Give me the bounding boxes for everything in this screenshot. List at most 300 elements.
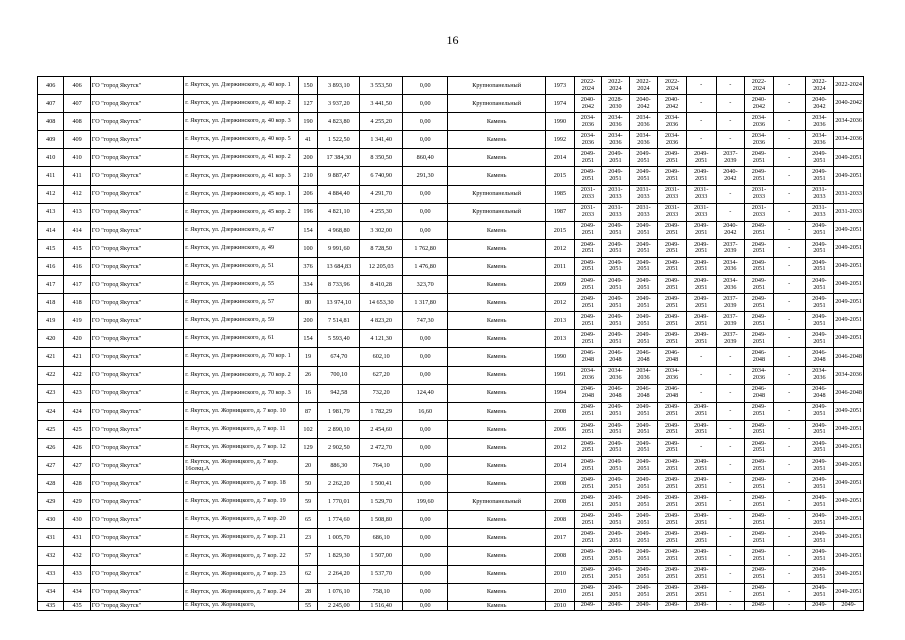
wall-material-cell: Камень (448, 529, 546, 547)
build-year-cell: 1973 (546, 77, 575, 95)
work-period-1-cell: 2049- (574, 601, 601, 610)
work-period-8-cell: - (773, 257, 805, 275)
apartments-cell: 154 (298, 221, 318, 239)
work-period-4-cell: 2034-2036 (658, 366, 687, 384)
work-period-2-cell: 2049-2051 (602, 420, 629, 438)
work-period-2-cell: 2049-2051 (602, 565, 629, 583)
work-period-10-cell: 2049-2051 (834, 312, 864, 330)
total-area-cell: 1 770,01 (318, 493, 360, 511)
apartments-cell: 23 (298, 529, 318, 547)
work-period-3-cell: 2049-2051 (629, 420, 658, 438)
work-period-9-cell: 2049-2051 (805, 312, 834, 330)
work-period-5-cell: 2049-2051 (686, 221, 716, 239)
work-period-4-cell: 2040-2042 (658, 95, 687, 113)
work-period-4-cell: 2049-2051 (658, 583, 687, 601)
apartments-cell: 200 (298, 312, 318, 330)
work-period-2-cell: 2034-2036 (602, 131, 629, 149)
work-period-4-cell: 2049-2051 (658, 312, 687, 330)
row-number-cell: 415 (38, 239, 64, 257)
work-period-6-cell: - (716, 366, 745, 384)
work-period-6-cell: - (716, 77, 745, 95)
work-period-1-cell: 2049-2051 (574, 475, 601, 493)
work-period-3-cell: 2049-2051 (629, 221, 658, 239)
table-row (38, 420, 864, 438)
row-number-cell: 430 (38, 511, 64, 529)
living-area-cell: 3 441,50 (360, 95, 403, 113)
work-period-3-cell: 2049-2051 (629, 149, 658, 167)
total-area-cell: 17 384,30 (318, 149, 360, 167)
municipality-cell: ГО "город Якутск" (90, 77, 183, 95)
address-cell: г. Якутск, ул. Дзержинского, д. 49 (184, 239, 298, 257)
nonresidential-area-cell: 0,00 (403, 475, 448, 493)
living-area-cell: 14 653,30 (360, 294, 403, 312)
register-table-wrapper (37, 76, 864, 611)
row-number-cell: 421 (38, 348, 64, 366)
row-number-cell: 428 (38, 475, 64, 493)
reg-number-cell: 431 (64, 529, 90, 547)
address-cell: г. Якутск, ул. Жорницкого, д. 7 кор. 23 (184, 565, 298, 583)
work-period-1-cell: 2049-2051 (574, 529, 601, 547)
row-number-cell: 412 (38, 185, 64, 203)
living-area-cell: 3 302,00 (360, 221, 403, 239)
total-area-cell: 9 991,60 (318, 239, 360, 257)
address-cell: г. Якутск, ул. Дзержинского, д. 40 кор. 2 (184, 95, 298, 113)
total-area-cell: 700,10 (318, 366, 360, 384)
work-period-5-cell: 2031-2033 (686, 185, 716, 203)
reg-number-cell: 406 (64, 77, 90, 95)
reg-number-cell: 429 (64, 493, 90, 511)
work-period-6-cell: - (716, 203, 745, 221)
row-number-cell: 426 (38, 438, 64, 456)
nonresidential-area-cell: 0,00 (403, 131, 448, 149)
total-area-cell: 8 733,96 (318, 276, 360, 294)
apartments-cell: 154 (298, 330, 318, 348)
work-period-8-cell: - (773, 167, 805, 185)
work-period-5-cell: 2049-2051 (686, 312, 716, 330)
work-period-1-cell: 2049-2051 (574, 221, 601, 239)
apartments-cell: 206 (298, 185, 318, 203)
table-row (38, 493, 864, 511)
wall-material-cell: Камень (448, 167, 546, 185)
work-period-5-cell: 2049- (686, 601, 716, 610)
work-period-8-cell: - (773, 565, 805, 583)
work-period-8-cell: - (773, 294, 805, 312)
living-area-cell: 2 454,60 (360, 420, 403, 438)
work-period-5-cell: - (686, 113, 716, 131)
work-period-2-cell: 2049-2051 (602, 312, 629, 330)
work-period-3-cell: 2034-2036 (629, 131, 658, 149)
reg-number-cell: 409 (64, 131, 90, 149)
total-area-cell: 2 890,10 (318, 420, 360, 438)
work-period-9-cell: 2022-2024 (805, 77, 834, 95)
address-cell: г. Якутск, ул. Жорницкого, д. 7 кор. 11 (184, 420, 298, 438)
nonresidential-area-cell: 0,00 (403, 221, 448, 239)
work-period-8-cell: - (773, 583, 805, 601)
build-year-cell: 2014 (546, 456, 575, 474)
row-number-cell: 433 (38, 565, 64, 583)
address-cell: г. Якутск, ул. Жорницкого, д. 7 кор. 12 (184, 438, 298, 456)
address-cell: г. Якутск, ул. Жорницкого, д. 7 кор. 22 (184, 547, 298, 565)
nonresidential-area-cell: 0,00 (403, 456, 448, 474)
work-period-5-cell: 2049-2051 (686, 239, 716, 257)
reg-number-cell: 434 (64, 583, 90, 601)
work-period-7-cell: 2049-2051 (745, 221, 774, 239)
work-period-5-cell: 2049-2051 (686, 547, 716, 565)
work-period-4-cell: 2049-2051 (658, 493, 687, 511)
work-period-6-cell: - (716, 565, 745, 583)
work-period-4-cell: 2049-2051 (658, 565, 687, 583)
work-period-2-cell: 2022-2024 (602, 77, 629, 95)
table-row (38, 276, 864, 294)
work-period-10-cell: 2049-2051 (834, 456, 864, 474)
address-cell: г. Якутск, ул. Жорницкого, д. 7 кор. 10 (184, 402, 298, 420)
living-area-cell: 8 350,50 (360, 149, 403, 167)
reg-number-cell: 407 (64, 95, 90, 113)
work-period-6-cell: - (716, 475, 745, 493)
total-area-cell: 2 902,50 (318, 438, 360, 456)
apartments-cell: 55 (298, 601, 318, 610)
nonresidential-area-cell: 0,00 (403, 420, 448, 438)
wall-material-cell: Камень (448, 276, 546, 294)
work-period-3-cell: 2049-2051 (629, 294, 658, 312)
work-period-9-cell: 2049-2051 (805, 239, 834, 257)
work-period-10-cell: 2031-2033 (834, 185, 864, 203)
work-period-6-cell: - (716, 420, 745, 438)
work-period-5-cell: 2049-2051 (686, 149, 716, 167)
build-year-cell: 2017 (546, 529, 575, 547)
work-period-8-cell: - (773, 113, 805, 131)
work-period-10-cell: 2049-2051 (834, 475, 864, 493)
municipality-cell: ГО "город Якутск" (90, 384, 183, 402)
work-period-6-cell: - (716, 601, 745, 610)
apartments-cell: 127 (298, 95, 318, 113)
address-cell: г. Якутск, ул. Дзержинского, д. 57 (184, 294, 298, 312)
work-period-9-cell: 2034-2036 (805, 113, 834, 131)
work-period-1-cell: 2034-2036 (574, 366, 601, 384)
address-cell: г. Якутск, ул. Дзержинского, д. 45 кор. 1 (184, 185, 298, 203)
table-row (38, 239, 864, 257)
work-period-4-cell: 2049-2051 (658, 402, 687, 420)
work-period-8-cell: - (773, 131, 805, 149)
work-period-8-cell: - (773, 185, 805, 203)
address-cell: г. Якутск, ул. Дзержинского, д. 70 кор. 3 (184, 384, 298, 402)
municipality-cell: ГО "город Якутск" (90, 438, 183, 456)
work-period-4-cell: 2049-2051 (658, 239, 687, 257)
work-period-1-cell: 2049-2051 (574, 583, 601, 601)
nonresidential-area-cell: 747,30 (403, 312, 448, 330)
work-period-7-cell: 2049-2051 (745, 402, 774, 420)
table-row (38, 348, 864, 366)
municipality-cell: ГО "город Якутск" (90, 529, 183, 547)
work-period-4-cell: 2022-2024 (658, 77, 687, 95)
table-row (38, 257, 864, 275)
table-body (38, 77, 864, 611)
work-period-4-cell: 2049-2051 (658, 420, 687, 438)
work-period-9-cell: 2049-2051 (805, 547, 834, 565)
work-period-4-cell: 2049-2051 (658, 294, 687, 312)
table-row (38, 95, 864, 113)
row-number-cell: 423 (38, 384, 64, 402)
work-period-2-cell: 2049-2051 (602, 529, 629, 547)
total-area-cell: 1 522,50 (318, 131, 360, 149)
work-period-1-cell: 2049-2051 (574, 438, 601, 456)
work-period-7-cell: 2049-2051 (745, 312, 774, 330)
work-period-10-cell: 2049-2051 (834, 149, 864, 167)
address-cell: г. Якутск, ул. Жорницкого, (184, 601, 298, 610)
work-period-6-cell: - (716, 438, 745, 456)
work-period-4-cell: 2049-2051 (658, 167, 687, 185)
build-year-cell: 2014 (546, 149, 575, 167)
work-period-6-cell: - (716, 402, 745, 420)
municipality-cell: ГО "город Якутск" (90, 330, 183, 348)
row-number-cell: 410 (38, 149, 64, 167)
work-period-9-cell: 2049-2051 (805, 402, 834, 420)
work-period-7-cell: 2049-2051 (745, 257, 774, 275)
build-year-cell: 1974 (546, 95, 575, 113)
municipality-cell: ГО "город Якутск" (90, 366, 183, 384)
work-period-8-cell: - (773, 95, 805, 113)
address-cell: г. Якутск, ул. Дзержинского, д. 41 кор. 3 (184, 167, 298, 185)
municipality-cell: ГО "город Якутск" (90, 294, 183, 312)
work-period-1-cell: 2040-2042 (574, 95, 601, 113)
apartments-cell: 210 (298, 167, 318, 185)
wall-material-cell: Крупнопанельный (448, 203, 546, 221)
work-period-6-cell: - (716, 185, 745, 203)
work-period-3-cell: 2031-2033 (629, 185, 658, 203)
work-period-7-cell: 2031-2033 (745, 203, 774, 221)
build-year-cell: 1987 (546, 203, 575, 221)
work-period-2-cell: 2031-2033 (602, 185, 629, 203)
apartments-cell: 41 (298, 131, 318, 149)
work-period-6-cell: - (716, 456, 745, 474)
nonresidential-area-cell: 0,00 (403, 565, 448, 583)
work-period-3-cell: 2049-2051 (629, 583, 658, 601)
work-period-9-cell: 2049-2051 (805, 257, 834, 275)
work-period-7-cell: 2049-2051 (745, 475, 774, 493)
work-period-1-cell: 2049-2051 (574, 330, 601, 348)
living-area-cell: 1 500,41 (360, 475, 403, 493)
build-year-cell: 1992 (546, 131, 575, 149)
wall-material-cell: Камень (448, 565, 546, 583)
work-period-5-cell: 2049-2051 (686, 493, 716, 511)
work-period-6-cell: - (716, 583, 745, 601)
municipality-cell: ГО "город Якутск" (90, 203, 183, 221)
nonresidential-area-cell: 199,60 (403, 493, 448, 511)
work-period-5-cell: 2049-2051 (686, 583, 716, 601)
table-row (38, 131, 864, 149)
work-period-8-cell: - (773, 511, 805, 529)
work-period-9-cell: 2049-2051 (805, 475, 834, 493)
work-period-4-cell: 2031-2033 (658, 185, 687, 203)
table-row (38, 366, 864, 384)
nonresidential-area-cell: 0,00 (403, 547, 448, 565)
work-period-6-cell: 2034-2036 (716, 257, 745, 275)
row-number-cell: 427 (38, 456, 64, 474)
address-cell: г. Якутск, ул. Дзержинского, д. 70 кор. 1 (184, 348, 298, 366)
nonresidential-area-cell: 0,00 (403, 601, 448, 610)
work-period-4-cell: 2049-2051 (658, 547, 687, 565)
total-area-cell: 7 514,81 (318, 312, 360, 330)
work-period-8-cell: - (773, 438, 805, 456)
address-cell: г. Якутск, ул. Жорницкого, д. 7 кор. 19 (184, 493, 298, 511)
living-area-cell: 1 537,70 (360, 565, 403, 583)
work-period-10-cell: 2049-2051 (834, 402, 864, 420)
total-area-cell: 2 245,00 (318, 601, 360, 610)
work-period-7-cell: 2049-2051 (745, 239, 774, 257)
living-area-cell: 686,10 (360, 529, 403, 547)
reg-number-cell: 425 (64, 420, 90, 438)
living-area-cell: 764,10 (360, 456, 403, 474)
work-period-8-cell: - (773, 149, 805, 167)
work-period-7-cell: 2049-2051 (745, 330, 774, 348)
work-period-6-cell: - (716, 511, 745, 529)
build-year-cell: 2012 (546, 438, 575, 456)
nonresidential-area-cell: 0,00 (403, 348, 448, 366)
work-period-5-cell: 2049-2051 (686, 475, 716, 493)
work-period-1-cell: 2034-2036 (574, 113, 601, 131)
apartments-cell: 87 (298, 402, 318, 420)
work-period-5-cell: 2049-2051 (686, 456, 716, 474)
work-period-10-cell: 2022-2024 (834, 77, 864, 95)
build-year-cell: 2008 (546, 547, 575, 565)
row-number-cell: 429 (38, 493, 64, 511)
work-period-6-cell: - (716, 493, 745, 511)
build-year-cell: 2010 (546, 565, 575, 583)
work-period-2-cell: 2031-2033 (602, 203, 629, 221)
work-period-7-cell: 2034-2036 (745, 113, 774, 131)
work-period-5-cell: 2049-2051 (686, 565, 716, 583)
reg-number-cell: 432 (64, 547, 90, 565)
table-row (38, 203, 864, 221)
address-cell: г. Якутск, ул. Дзержинского, д. 59 (184, 312, 298, 330)
apartments-cell: 376 (298, 257, 318, 275)
work-period-6-cell: - (716, 131, 745, 149)
work-period-1-cell: 2031-2033 (574, 185, 601, 203)
work-period-10-cell: 2049- (834, 601, 864, 610)
build-year-cell: 2008 (546, 475, 575, 493)
work-period-8-cell: - (773, 348, 805, 366)
reg-number-cell: 427 (64, 456, 90, 474)
table-row (38, 221, 864, 239)
nonresidential-area-cell: 0,00 (403, 366, 448, 384)
work-period-2-cell: 2034-2036 (602, 113, 629, 131)
work-period-4-cell: 2049-2051 (658, 257, 687, 275)
address-cell: г. Якутск, ул. Дзержинского, д. 41 кор. 2 (184, 149, 298, 167)
table-row (38, 77, 864, 95)
row-number-cell: 435 (38, 601, 64, 610)
work-period-5-cell: 2049-2051 (686, 276, 716, 294)
work-period-5-cell: 2049-2051 (686, 167, 716, 185)
work-period-2-cell: 2049-2051 (602, 511, 629, 529)
nonresidential-area-cell: 16,60 (403, 402, 448, 420)
work-period-9-cell: 2049- (805, 601, 834, 610)
work-period-1-cell: 2049-2051 (574, 511, 601, 529)
build-year-cell: 2012 (546, 239, 575, 257)
work-period-2-cell: 2049-2051 (602, 438, 629, 456)
work-period-1-cell: 2031-2033 (574, 203, 601, 221)
work-period-8-cell: - (773, 547, 805, 565)
work-period-6-cell: 2037-2039 (716, 312, 745, 330)
work-period-1-cell: 2049-2051 (574, 456, 601, 474)
address-cell: г. Якутск, ул. Жорницкого, д. 7 кор. 20 (184, 511, 298, 529)
work-period-2-cell: 2049-2051 (602, 583, 629, 601)
reg-number-cell: 421 (64, 348, 90, 366)
work-period-2-cell: 2049-2051 (602, 239, 629, 257)
work-period-6-cell: - (716, 95, 745, 113)
work-period-6-cell: 2040-2042 (716, 167, 745, 185)
municipality-cell: ГО "город Якутск" (90, 149, 183, 167)
row-number-cell: 425 (38, 420, 64, 438)
municipality-cell: ГО "город Якутск" (90, 565, 183, 583)
work-period-7-cell: 2049-2051 (745, 167, 774, 185)
nonresidential-area-cell: 0,00 (403, 330, 448, 348)
work-period-9-cell: 2049-2051 (805, 565, 834, 583)
work-period-4-cell: 2049-2051 (658, 456, 687, 474)
total-area-cell: 2 262,20 (318, 475, 360, 493)
total-area-cell: 5 593,40 (318, 330, 360, 348)
work-period-10-cell: 2049-2051 (834, 239, 864, 257)
work-period-5-cell: 2049-2051 (686, 330, 716, 348)
total-area-cell: 13 684,83 (318, 257, 360, 275)
wall-material-cell: Камень (448, 113, 546, 131)
work-period-1-cell: 2049-2051 (574, 167, 601, 185)
row-number-cell: 420 (38, 330, 64, 348)
nonresidential-area-cell: 0,00 (403, 438, 448, 456)
build-year-cell: 2008 (546, 511, 575, 529)
wall-material-cell: Камень (448, 547, 546, 565)
work-period-8-cell: - (773, 312, 805, 330)
apartments-cell: 57 (298, 547, 318, 565)
work-period-7-cell: 2046-2048 (745, 348, 774, 366)
work-period-9-cell: 2049-2051 (805, 420, 834, 438)
work-period-5-cell: 2049-2051 (686, 420, 716, 438)
work-period-2-cell: 2049-2051 (602, 456, 629, 474)
total-area-cell: 13 974,10 (318, 294, 360, 312)
reg-number-cell: 416 (64, 257, 90, 275)
work-period-3-cell: 2034-2036 (629, 113, 658, 131)
work-period-4-cell: 2049-2051 (658, 330, 687, 348)
build-year-cell: 2013 (546, 312, 575, 330)
work-period-3-cell: 2049-2051 (629, 167, 658, 185)
work-period-10-cell: 2049-2051 (834, 167, 864, 185)
living-area-cell: 8 728,50 (360, 239, 403, 257)
total-area-cell: 1 829,30 (318, 547, 360, 565)
municipality-cell: ГО "город Якутск" (90, 257, 183, 275)
work-period-2-cell: 2028-2030 (602, 95, 629, 113)
work-period-9-cell: 2049-2051 (805, 456, 834, 474)
municipality-cell: ГО "город Якутск" (90, 113, 183, 131)
work-period-1-cell: 2049-2051 (574, 276, 601, 294)
build-year-cell: 2009 (546, 276, 575, 294)
table-row (38, 529, 864, 547)
row-number-cell: 413 (38, 203, 64, 221)
table-row (38, 167, 864, 185)
total-area-cell: 2 264,20 (318, 565, 360, 583)
row-number-cell: 414 (38, 221, 64, 239)
wall-material-cell: Крупнопанельный (448, 77, 546, 95)
wall-material-cell: Крупнопанельный (448, 493, 546, 511)
work-period-4-cell: 2046-2048 (658, 384, 687, 402)
work-period-10-cell: 2049-2051 (834, 221, 864, 239)
municipality-cell: ГО "город Якутск" (90, 601, 183, 610)
work-period-4-cell: 2049- (658, 601, 687, 610)
total-area-cell: 4 821,10 (318, 203, 360, 221)
municipality-cell: ГО "город Якутск" (90, 547, 183, 565)
reg-number-cell: 418 (64, 294, 90, 312)
wall-material-cell: Камень (448, 330, 546, 348)
work-period-9-cell: 2031-2033 (805, 203, 834, 221)
build-year-cell: 2015 (546, 167, 575, 185)
